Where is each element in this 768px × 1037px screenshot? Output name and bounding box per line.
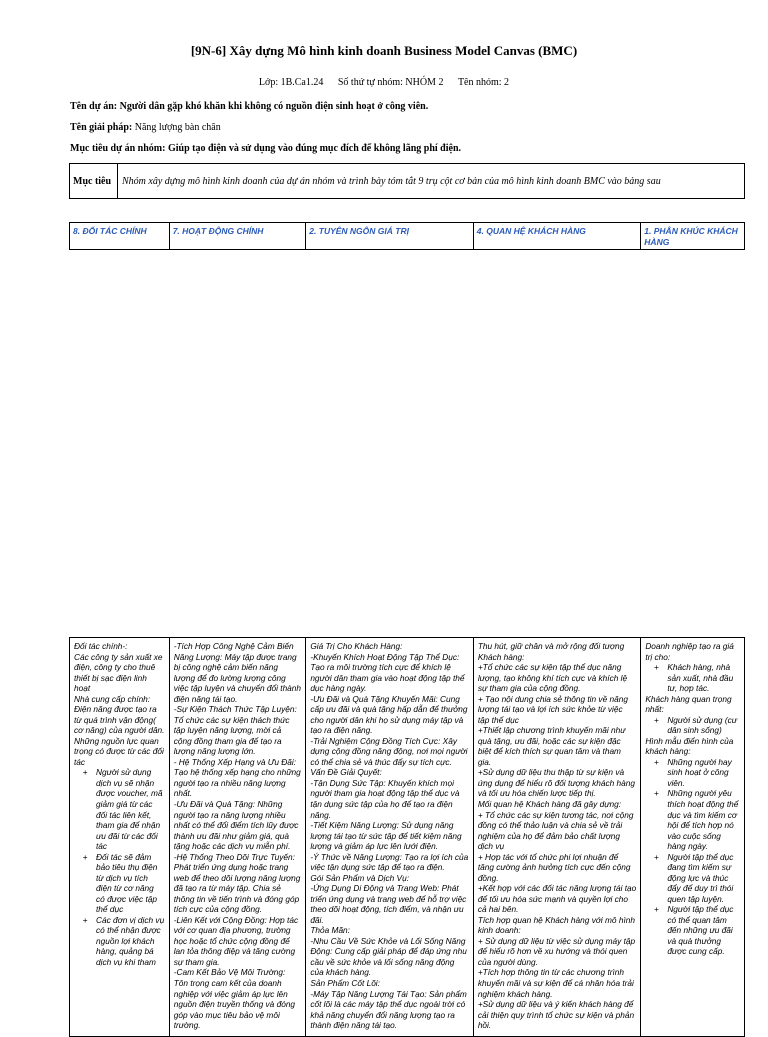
bullet-icon: + (653, 662, 659, 673)
list-item (74, 915, 165, 968)
list-item-text: Khách hàng, nhà sản xuất, nhà đầu tư, hợp tác. (667, 662, 734, 694)
list-item (645, 852, 740, 905)
partners-heading: Đối tác chính-: (74, 641, 128, 651)
list-item-text: Người sử dụng dịch vụ sẽ nhận được voucher, mã giảm giá từ các đối tác liên kết, tham gia để nhận ưu đãi từ các đối tác (96, 767, 163, 852)
objective-value: Giúp tạo điện và sử dụng vào đúng mục đích để không lãng phí điện. (167, 143, 462, 154)
value-proposition-cell (306, 638, 474, 1036)
header-key-activities: 7. HOẠT ĐỘNG CHÍNH (170, 223, 307, 249)
list-item-text: Người tập thể dục có thể quan tâm đến những ưu đãi và quà thưởng được cung cấp. (667, 904, 734, 957)
list-item-text: Đối tác sẽ đảm bảo tiêu thụ điện từ dịch vụ tích điện từ cơ năng có được việc tập thể dục (96, 851, 158, 915)
key-partners-cell (70, 638, 170, 1036)
project-label: Tên dự án: (70, 101, 118, 112)
customer-segments-cell (641, 638, 744, 1036)
key-activities-cell (170, 638, 307, 1036)
project-value: Người dân gặp khó khăn khi không có nguồn điện sinh hoạt ở công viên. (119, 101, 429, 112)
bullet-icon: + (653, 904, 659, 915)
list-item (645, 715, 740, 736)
header-customer-segments: 1. PHÂN KHÚC KHÁCH HÀNG (644, 226, 738, 247)
list-item-text: Các đơn vị dịch vụ có thể nhận được nguồn lợi khách hàng, quảng bá dịch vụ khi tham (96, 914, 165, 967)
list-item (645, 757, 740, 789)
project-line (70, 101, 428, 112)
list-item-text: Những người yêu thích hoạt động thể dục và tìm kiếm cơ hội để tích hợp nó vào cuộc sống hàng ngày. (667, 788, 739, 852)
objective-line (70, 143, 461, 154)
header-value-proposition: 2. TUYÊN NGÔN GIÁ TRỊ (306, 223, 474, 249)
partners-resources: Những nguồn lực quan trọng có được từ các đối tác (74, 735, 164, 767)
list-item (74, 852, 165, 915)
goal-box-text: Nhóm xây dựng mô hình kinh doanh của dự án nhóm và trình bày tóm tắt 9 trụ cột cơ bản của mô hình kinh doanh BMC vào bảng sau (122, 176, 661, 187)
list-item (645, 904, 740, 957)
bullet-icon: + (653, 756, 659, 767)
goal-box (69, 163, 745, 199)
bmc-content-row (69, 637, 745, 1037)
class-info: Lớp: 1B.Ca1.24 (258, 77, 324, 88)
header-key-partners: 8. ĐỐI TÁC CHÍNH (70, 223, 170, 249)
segments-typical: Hình mẫu điển hình của khách hàng: (645, 735, 734, 757)
list-item-text: Người tập thể dục đang tìm kiếm sự động lực và thúc đẩy để duy trì thói quen tập luyện. (667, 851, 734, 904)
list-item (645, 788, 740, 851)
header-customer-relationships: 4. QUAN HỆ KHÁCH HÀNG (474, 223, 642, 249)
bullet-icon: + (653, 788, 659, 799)
bullet-icon: + (82, 851, 88, 862)
list-item-text: Người sử dụng (cư dân sinh sống) (667, 714, 737, 736)
solution-line (70, 122, 221, 133)
document-title: [9N-6] Xây dựng Mô hình kinh doanh Business Model Canvas (BMC) (190, 43, 578, 58)
goal-box-label: Mục tiêu (70, 164, 118, 198)
value-text: Giá Trị Cho Khách Hàng: -Khuyến Khích Hoạt Động Tập Thể Dục: Tạo ra môi trường tích cực để khích lệ người dân tham gia vào hoạt động tập thể dục hàng ngày. -Ưu Đãi và Quà Tặng Khuyến Mãi: Cung cấp ưu đãi và quà tặng hấp dẫn để thưởng cho người dân khi họ sử dụng máy tập và tạo ra điện năng. -Trải Nghiệm Cộng Đồng Tích Cực: Xây dựng cộng đồng năng động, nơi mọi người có thể chia sẻ và thúc đẩy sự tích cực. Vấn Đề Giải Quyết: -Tận Dụng Sức Tập: Khuyến khích mọi người tham gia hoạt động tập thể dục và tận dụng sức tập của họ để tạo ra điện năng. -Tiết Kiệm Năng Lượng: Sử dụng năng lượng tái tạo từ sức tập để tiết kiệm năng lượng và giảm áp lực lên lưới điện. -Ý Thức về Năng Lượng: Tạo ra lợi ích của việc tận dụng sức tập để tạo ra điện. Gói Sản Phẩm và Dịch Vụ: -Ứng Dụng Di Động và Trang Web: Phát triển ứng dụng và trang web để hỗ trợ việc theo dõi hoạt động, tích điểm, và nhận ưu đãi. Thỏa Mãn: -Nhu Cầu Về Sức Khỏe và Lối Sống Năng Động: Cung cấp giải pháp để đáp ứng nhu cầu về sức khỏe và lối sống năng động của khách hàng. Sản Phẩm Cốt Lõi: -Máy Tập Năng Lượng Tái Tạo: Sản phẩm cốt lõi là các máy tập thể dục ngoài trời có khả năng chuyển đổi năng lượng tạo ra thành điện năng tái tạo. (310, 641, 469, 1031)
bullet-icon: + (653, 714, 659, 725)
bullet-icon: + (82, 767, 88, 778)
bullet-icon: + (82, 914, 88, 925)
class-meta-line (0, 77, 768, 88)
solution-label: Tên giải pháp: (70, 122, 133, 133)
activities-text: -Tích Hợp Công Nghệ Cảm Biến Năng Lượng: Máy tập được trang bị công nghệ cảm biến năng lượng để đo lường lượng công việc tập luyện và chuyển đổi thành điện năng tái tạo. -Sự Kiện Thách Thức Tập Luyện: Tổ chức các sự kiện thách thức tập luyện năng lượng, mời cả cộng đồng tham gia để tạo ra lượng năng lượng lớn. - Hệ Thống Xếp Hạng và Ưu Đãi: Tạo hệ thống xếp hạng cho những người tạo ra nhiều năng lượng nhất. -Ưu Đãi và Quà Tặng: Những người tạo ra năng lượng nhiều nhất có thể đổi điểm tích lũy được thành ưu đãi như giảm giá, quà tặng hoặc các dịch vụ miễn phí. -Hệ Thống Theo Dõi Trực Tuyến: Phát triển ứng dụng hoặc trang web để theo dõi lượng năng lượng đã tạo ra từ máy tập. Chia sẻ thông tin về tiến trình và đóng góp tích cực của cộng đồng. -Liên Kết với Cộng Đồng: Hợp tác với cơ quan địa phương, trường học hoặc tổ chức cộng đồng để lan tỏa thông điệp và tăng cường sự tham gia. -Cam Kết Bảo Vệ Môi Trường: Tôn trọng cam kết của doanh nghiệp với việc giảm áp lực lên nguồn điện truyền thống và đóng góp vào mục tiêu bảo vệ môi trường. (173, 641, 302, 1031)
list-item (74, 767, 165, 851)
partners-supplier: Nhà cung cấp chính: Điện năng được tạo ra từ quá trình vận động( cơ năng) của người dân. (74, 693, 165, 736)
segments-important: Khách hàng quan trọng nhất: (645, 693, 732, 715)
partners-text: Các công ty sản xuất xe điện, công ty cho thuê thiết bị sạc điện linh hoạt (74, 651, 163, 694)
solution-value: Năng lượng bàn chân (134, 122, 221, 133)
customer-relationships-cell (474, 638, 642, 1036)
list-item-text: Những người hay sinh hoạt ở công viên. (667, 756, 732, 788)
segments-intro: Doanh nghiệp tạo ra giá trị cho: (645, 641, 734, 662)
list-item (645, 662, 740, 694)
bmc-header-row (69, 222, 745, 250)
objective-label: Mục tiêu dự án nhóm: (70, 143, 166, 154)
bullet-icon: + (653, 851, 659, 862)
relationships-text: Thu hút, giữ chân và mở rộng đối tượng Khách hàng: +Tổ chức các sự kiện tập thể dục năng lượng, tạo không khí tích cực và khích lệ sự tham gia của cộng đồng. + Tạo nội dung chia sẻ thông tin về năng lượng tái tạo và lợi ích sức khỏe từ việc tập thể dục +Thiết lập chương trình khuyến mãi như quà tặng, ưu đãi, hoặc các sự kiện đặc biệt để kích thích sự quan tâm và tham gia. +Sử dụng dữ liệu thu thập từ sự kiện và ứng dụng để hiểu rõ đối tượng khách hàng và tối ưu hóa chiến lược tiếp thị. Mối quan hệ Khách hàng đã gây dựng: + Tổ chức các sự kiện tương tác, nơi cộng đồng có thể thảo luận và chia sẻ về trải nghiệm của họ để đảm bảo chất lượng dịch vụ + Hợp tác với tổ chức phi lợi nhuận để tăng cường ảnh hưởng tích cực đến cộng đồng. +Kết hợp với các đối tác năng lượng tái tạo để tối ưu hóa sức mạnh và quyền lợi cho cả hai bên. Tích hợp quan hệ Khách hàng với mô hình kinh doanh: + Sử dụng dữ liệu từ việc sử dụng máy tập để hiểu rõ hơn về xu hướng và thói quen của người dùng. +Tích hợp thông tin từ các chương trình khuyến mãi và sự kiện để cá nhân hóa trải nghiệm khách hàng. +Sử dụng dữ liệu và ý kiến khách hàng để cải thiện quy trình tổ chức sự kiện và phản hồi. (477, 641, 637, 1031)
group-number: Số thứ tự nhóm: NHÓM 2 (337, 77, 444, 88)
group-name: Tên nhóm: 2 (457, 77, 510, 88)
